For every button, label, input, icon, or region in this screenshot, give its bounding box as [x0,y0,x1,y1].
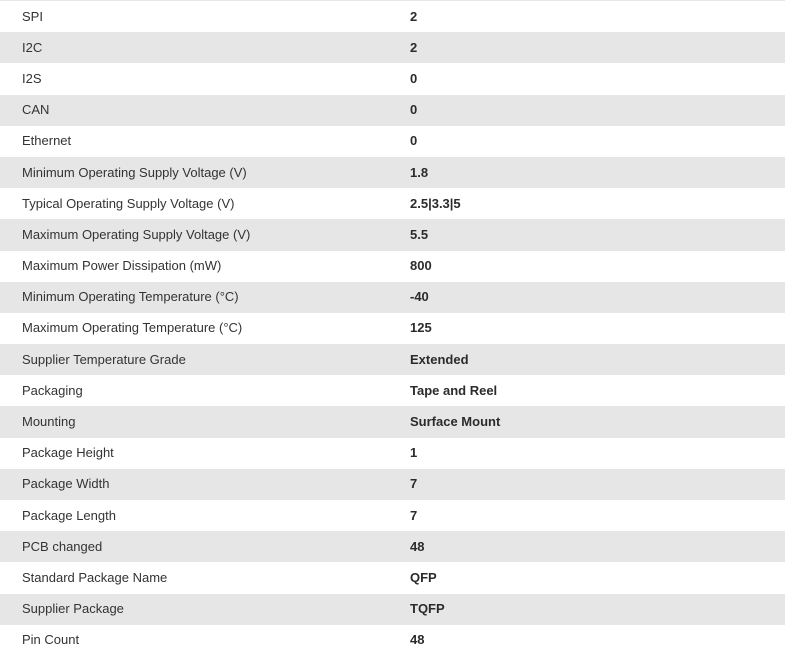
spec-value: 1.8 [410,164,429,180]
spec-value: 800 [410,258,432,274]
table-row [0,625,785,656]
spec-value: 7 [410,476,418,492]
spec-label: Typical Operating Supply Voltage (V) [22,195,235,211]
spec-value: 5.5 [410,226,429,242]
table-row [0,406,785,437]
spec-label: Supplier Temperature Grade [22,351,186,367]
spec-value: 0 [410,133,418,149]
table-row [0,219,785,250]
table-row [0,375,785,406]
spec-label: I2C [22,39,43,55]
table-row [0,531,785,562]
spec-value: 48 [410,632,425,648]
spec-label: Mounting [22,414,76,430]
spec-label: Package Height [22,445,114,461]
spec-label: Minimum Operating Temperature (°C) [22,289,239,305]
spec-label: Maximum Operating Supply Voltage (V) [22,226,251,242]
table-row [0,344,785,375]
spec-label: Maximum Operating Temperature (°C) [22,320,243,336]
spec-label: Package Width [22,476,110,492]
spec-label: Standard Package Name [22,569,168,585]
spec-label: Pin Count [22,632,80,648]
table-row [0,95,785,126]
spec-label: Package Length [22,507,116,523]
spec-label: SPI [22,8,43,24]
spec-value: QFP [410,569,437,585]
spec-label: CAN [22,102,50,118]
spec-value: 0 [410,70,418,86]
spec-value: Surface Mount [410,414,501,430]
spec-label: PCB changed [22,538,103,554]
spec-value: 48 [410,538,425,554]
table-row [0,562,785,593]
spec-label: Supplier Package [22,601,124,617]
spec-value: Extended [410,351,469,367]
spec-label: I2S [22,70,42,86]
table-row [0,251,785,282]
spec-value: 2.5|3.3|5 [410,195,461,211]
table-row [0,1,785,32]
table-row [0,313,785,344]
table-row [0,500,785,531]
spec-value: -40 [410,289,429,305]
spec-value: 1 [410,445,418,461]
table-row [0,63,785,94]
table-row [0,188,785,219]
spec-value: 7 [410,507,418,523]
spec-value: 0 [410,102,418,118]
spec-value: 2 [410,8,418,24]
spec-value: TQFP [410,601,445,617]
table-row [0,469,785,500]
table-row [0,438,785,469]
table-row [0,157,785,188]
table-row [0,594,785,625]
spec-label: Ethernet [22,133,72,149]
spec-value: Tape and Reel [410,382,498,398]
table-row [0,32,785,63]
spec-label: Maximum Power Dissipation (mW) [22,258,222,274]
table-row [0,126,785,157]
spec-value: 2 [410,39,418,55]
table-row [0,282,785,313]
spec-label: Packaging [22,382,83,398]
spec-value: 125 [410,320,432,336]
specifications-table [0,1,785,656]
spec-label: Minimum Operating Supply Voltage (V) [22,164,247,180]
